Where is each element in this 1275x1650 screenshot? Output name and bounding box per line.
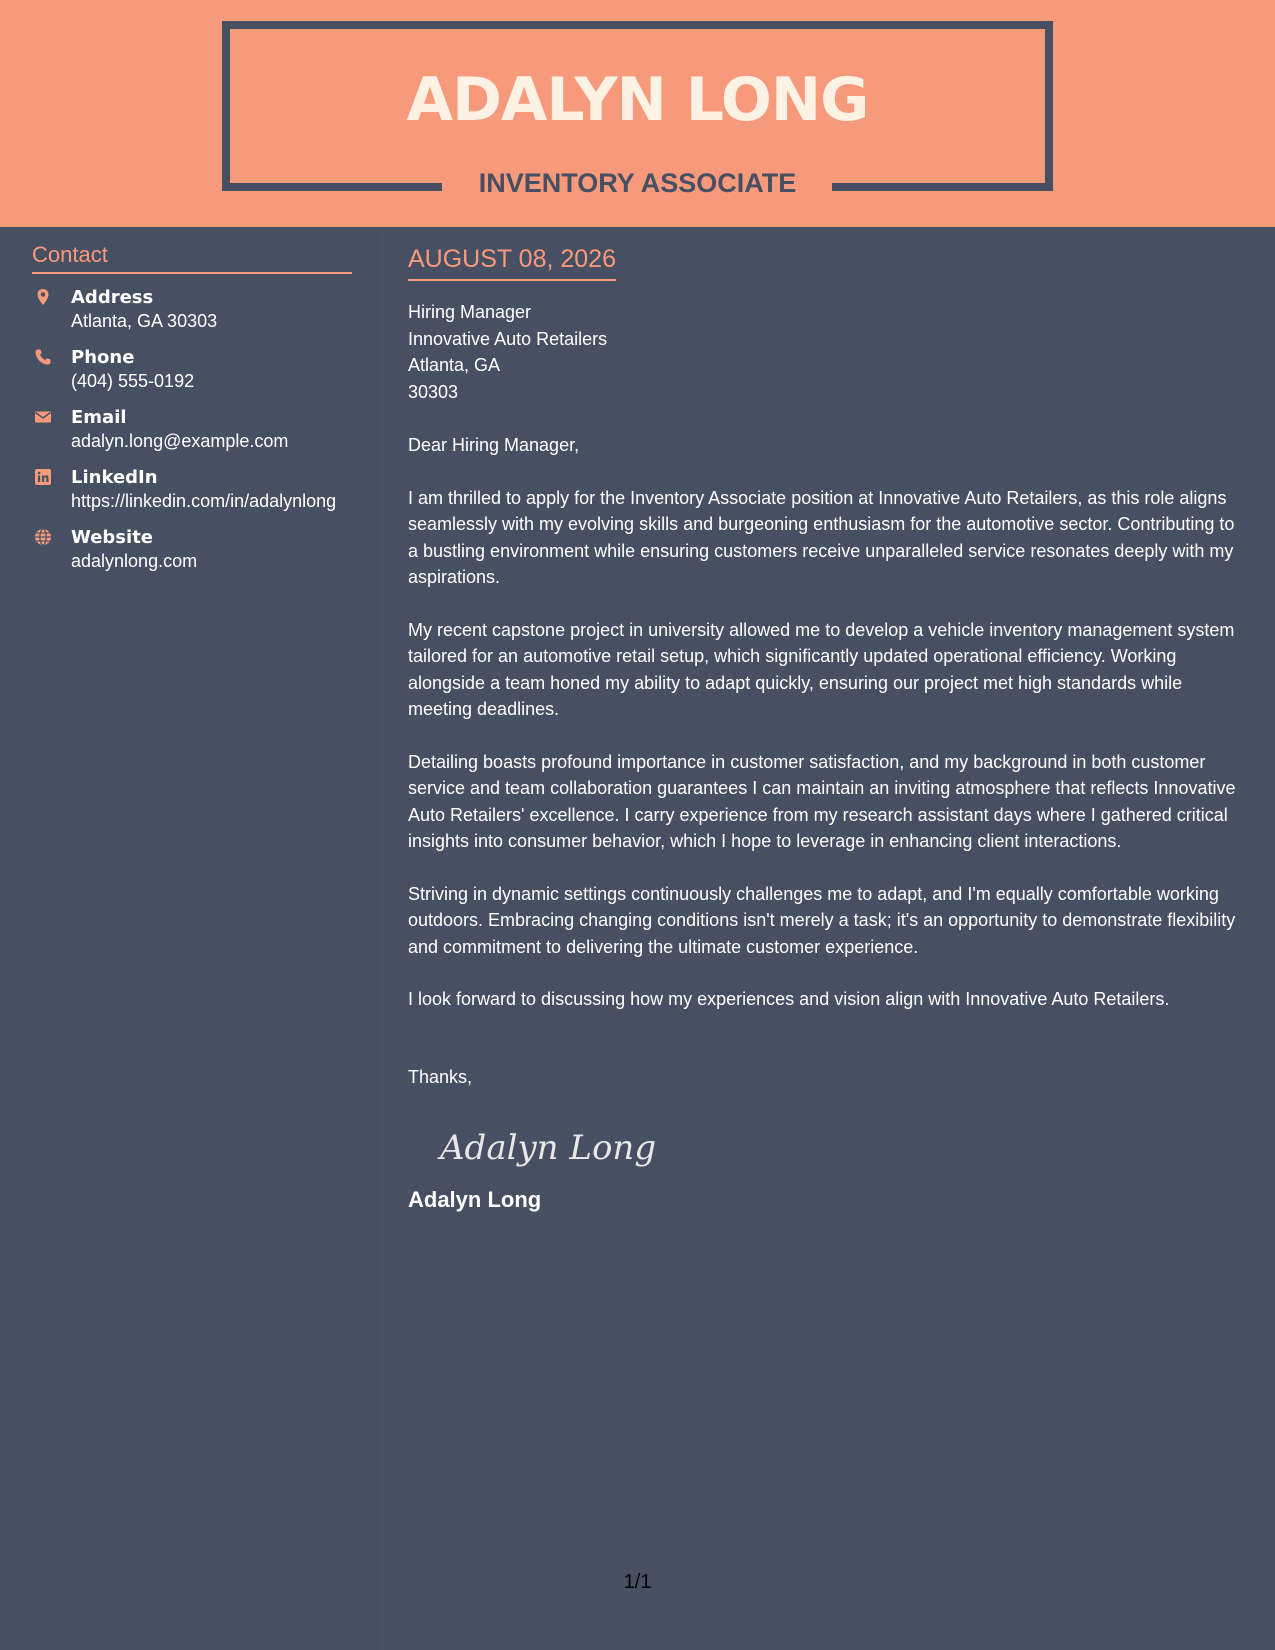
linkedin-value[interactable]: https://linkedin.com/in/adalynlong (71, 491, 337, 511)
website-value[interactable]: adalynlong.com (71, 551, 198, 571)
map-pin-icon (34, 288, 52, 306)
contact-label: Website (71, 527, 154, 548)
closing: Thanks, (408, 1066, 473, 1087)
contact-label: Address (71, 287, 154, 308)
paragraph: I look forward to discussing how my experiences and vision align with Innovative Auto Retailers. (408, 989, 1170, 1009)
letter-body (408, 243, 1248, 1214)
column-divider (382, 227, 383, 1650)
contact-label: Email (71, 407, 127, 428)
contact-address (32, 286, 352, 333)
header-banner (0, 0, 1275, 227)
job-title: INVENTORY ASSOCIATE (478, 168, 797, 198)
handwritten-signature (436, 1115, 1248, 1175)
contact-linkedin (32, 466, 352, 513)
applicant-name: ADALYN LONG (406, 65, 869, 135)
address-value: Atlanta, GA 30303 (71, 311, 218, 331)
recipient-company: Innovative Auto Retailers (408, 328, 608, 349)
contact-website (32, 526, 352, 573)
recipient-block (408, 299, 1248, 405)
recipient-zip: 30303 (408, 381, 459, 402)
contact-label: LinkedIn (71, 467, 158, 488)
phone-icon (34, 348, 52, 366)
page-number: 1/1 (623, 1571, 652, 1593)
paragraph: Detailing boasts profound importance in customer satisfaction, and my background in both customer service and team collaboration guarantees I can maintain an inviting atmosphere that reflects Innovative Auto Retailers' excellence. I carry experience from my research assistant days where I gathered critical insights into consumer behavior, which I hope to leverage in enhancing client interactions. (408, 751, 1236, 851)
letter-date: AUGUST 08, 2026 (408, 243, 616, 281)
signature-text: Adalyn Long (440, 1128, 656, 1168)
contact-email (32, 406, 352, 453)
salutation: Dear Hiring Manager, (408, 435, 580, 455)
linkedin-icon (34, 468, 52, 486)
email-value[interactable]: adalyn.long@example.com (71, 431, 289, 451)
contact-heading: Contact (32, 241, 352, 274)
paragraph: My recent capstone project in university allowed me to develop a vehicle inventory management system tailored for an automotive retail setup, which significantly updated operational efficiency. Working alongside a team honed my ability to adapt quickly, ensuring our project met high standards while meeting deadlines. (408, 619, 1235, 719)
phone-value: (404) 555-0192 (71, 371, 195, 391)
contact-label: Phone (71, 347, 135, 368)
paragraph: I am thrilled to apply for the Inventory Associate position at Innovative Auto Retailers, as this role aligns seamlessly with my evolving skills and burgeoning enthusiasm for the automotive sector. Contributing to a bustling environment while ensuring customers receive unparalleled service resonates deeply with my aspirations. (408, 487, 1235, 587)
paragraph: Striving in dynamic settings continuously challenges me to adapt, and I'm equally comfortable working outdoors. Embracing changing conditions isn't merely a task; it's an opportunity to demonstrate flexibility and commitment to delivering the ultimate customer experience. (408, 883, 1236, 957)
recipient-city: Atlanta, GA (408, 355, 501, 375)
contact-phone (32, 346, 352, 393)
contact-sidebar (32, 241, 352, 586)
globe-icon (34, 528, 52, 546)
recipient-title: Hiring Manager (408, 302, 532, 322)
envelope-icon (34, 408, 52, 426)
signer-name: Adalyn Long (408, 1187, 542, 1212)
